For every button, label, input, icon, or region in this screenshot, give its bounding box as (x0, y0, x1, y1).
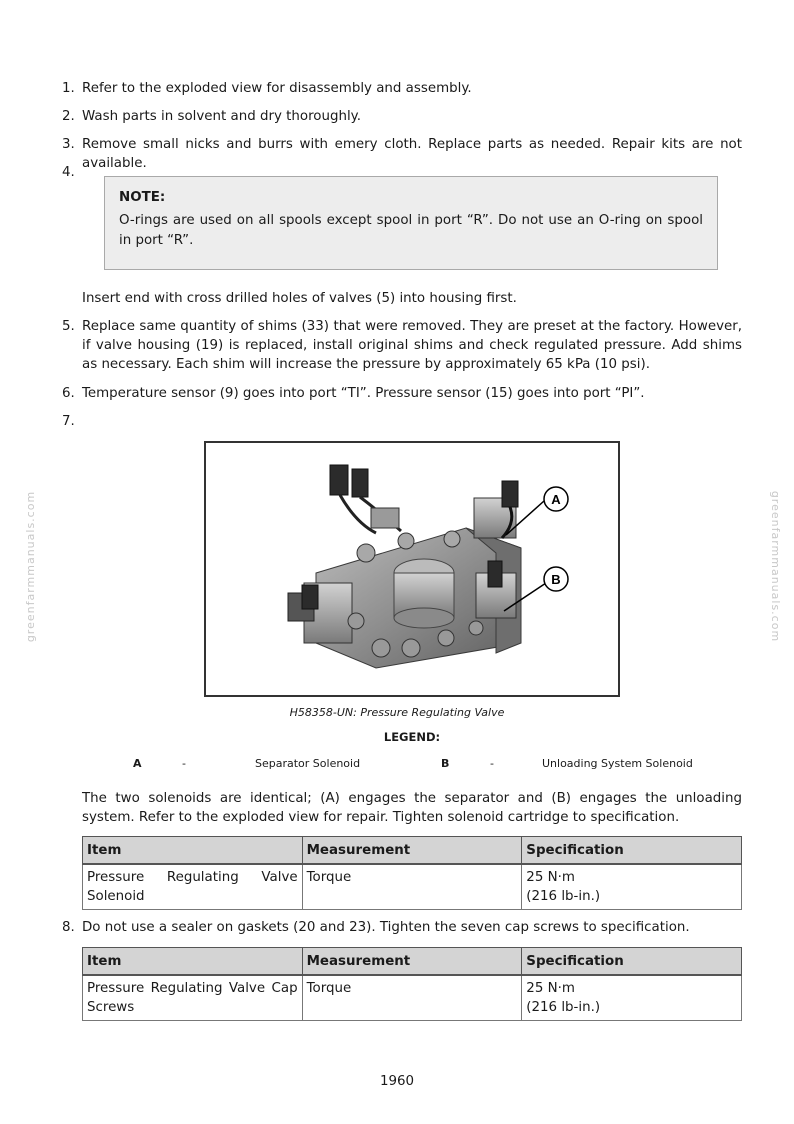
step-number: 6. (62, 386, 75, 401)
legend-title: LEGEND: (383, 730, 441, 744)
note-box (104, 176, 718, 270)
step-2 (62, 107, 742, 126)
legend-dash-a: - (182, 757, 186, 770)
step-number: 7. (62, 414, 75, 429)
page-number: 1960 (379, 1074, 415, 1089)
figure-caption: H58358-UN: Pressure Regulating Valve (289, 706, 505, 719)
col-header-measurement: Measurement (302, 948, 522, 976)
step-text: Temperature sensor (9) goes into port “TI”. Pressure sensor (15) goes into port “PI”. (82, 386, 645, 401)
table-row (83, 864, 742, 910)
legend-label-b: Unloading System Solenoid (542, 757, 693, 770)
spec-table-solenoid (82, 836, 742, 910)
col-header-specification: Specification (522, 837, 742, 865)
step-text: Replace same quantity of shims (33) that were removed. They are preset at the factory. However, if valve housing (19) is replaced, install original shims and check regulated pressure. Add shims as necessary. Each shim will increase the pressure by approximately 65 kPa (10 psi). (82, 319, 742, 372)
col-header-item: Item (83, 837, 303, 865)
legend-label-a: Separator Solenoid (255, 757, 361, 770)
step-number: 3. (62, 137, 75, 152)
spec-imperial: (216 lb-in.) (526, 889, 601, 904)
step-number: 2. (62, 109, 75, 124)
spec-metric: 25 N·m (526, 981, 575, 996)
callout-a-label: A (551, 492, 561, 507)
step-1 (62, 79, 742, 98)
cell-specification (522, 864, 742, 910)
step-5 (62, 317, 742, 374)
spec-imperial: (216 lb-in.) (526, 1000, 601, 1015)
table-row (83, 975, 742, 1021)
step-number: 8. (62, 920, 75, 935)
note-title: NOTE: (119, 190, 166, 205)
step-text: Wash parts in solvent and dry thoroughly. (82, 109, 361, 124)
table-header-row (83, 837, 742, 865)
cell-item: Pressure Regulating Valve Cap Screws (83, 975, 303, 1021)
step-number: 1. (62, 81, 75, 96)
step-8 (62, 918, 742, 937)
cell-measurement: Torque (302, 975, 522, 1021)
step-number: 4. (62, 165, 75, 180)
cell-measurement: Torque (302, 864, 522, 910)
legend-dash-b: - (490, 757, 494, 770)
step-text: Do not use a sealer on gaskets (20 and 23). Tighten the seven cap screws to specification. (82, 920, 690, 935)
spec-metric: 25 N·m (526, 870, 575, 885)
watermark-right: greenfarmmanuals.com (769, 490, 783, 643)
spec-table-cap-screws (82, 947, 742, 1021)
legend-key-a: A (133, 757, 142, 770)
insert-instruction: Insert end with cross drilled holes of valves (5) into housing first. (82, 291, 517, 306)
table-header-row (83, 948, 742, 976)
step-number: 5. (62, 319, 75, 334)
note-body: O-rings are used on all spools except spool in port “R”. Do not use an O-ring on spool in port “R”. (119, 213, 703, 248)
col-header-measurement: Measurement (302, 837, 522, 865)
solenoid-paragraph: The two solenoids are identical; (A) engages the separator and (B) engages the unloading system. Refer to the exploded view for repair. Tighten solenoid cartridge to specification. (82, 791, 742, 825)
col-header-item: Item (83, 948, 303, 976)
step-3 (62, 135, 742, 173)
step-6 (62, 384, 742, 403)
legend-key-b: B (441, 757, 450, 770)
valve-illustration (206, 443, 618, 695)
callout-b-label: B (551, 572, 561, 587)
cell-specification (522, 975, 742, 1021)
pressure-regulating-valve-photo (204, 441, 620, 697)
col-header-specification: Specification (522, 948, 742, 976)
step-text: Remove small nicks and burrs with emery cloth. Replace parts as needed. Repair kits are not available. (82, 137, 742, 171)
step-text: Refer to the exploded view for disassembly and assembly. (82, 81, 472, 96)
cell-item: Pressure Regulating Valve Solenoid (83, 864, 303, 910)
watermark-left: greenfarmmanuals.com (24, 490, 38, 643)
